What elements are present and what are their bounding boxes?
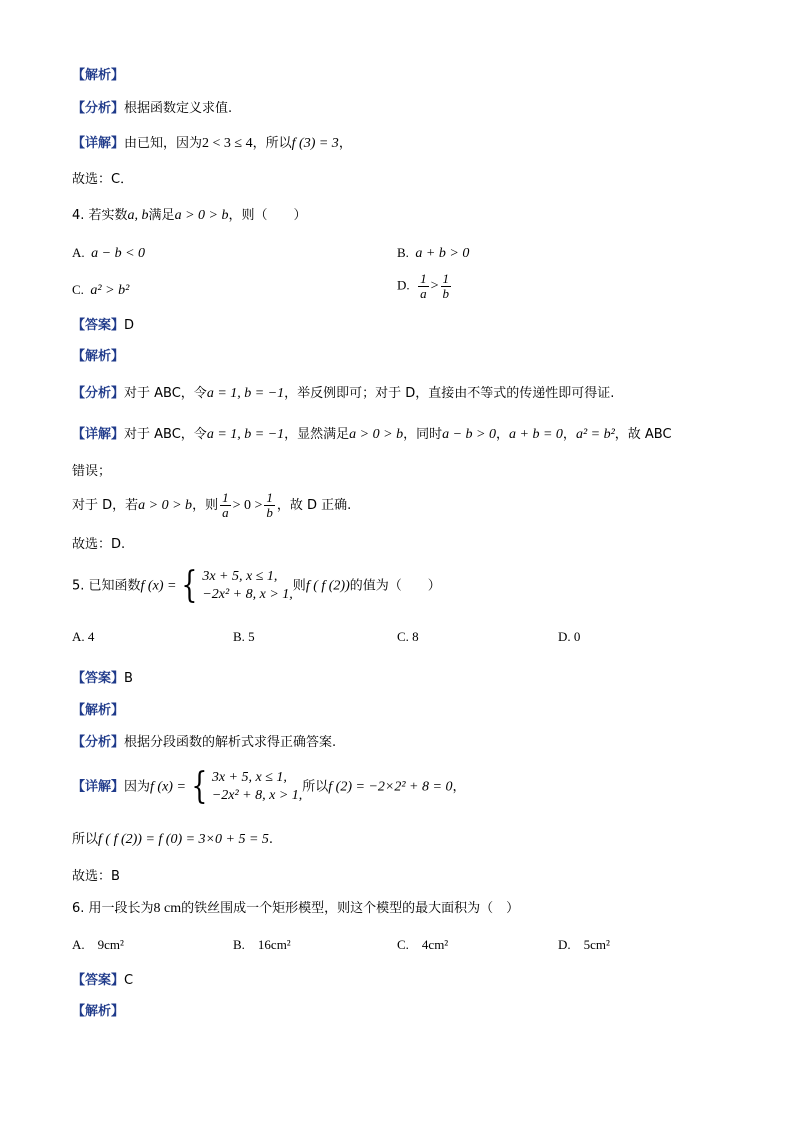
option-a (72, 243, 145, 264)
cases (212, 769, 302, 805)
answer-tag: 【答案】 (72, 973, 125, 988)
option-label: D. (397, 277, 410, 293)
math-condition: a > 0 > b (349, 427, 404, 442)
detail-text: ，故 ABC (614, 427, 672, 442)
detail-tag: 【详解】 (72, 136, 125, 151)
choice-line: 故选：B (72, 869, 120, 884)
gt-sign: > (430, 278, 439, 294)
analysis-text: 根据函数定义求值. (124, 101, 233, 116)
question-5-stem (72, 565, 441, 606)
option-a: A. 4 (72, 629, 95, 644)
math-ff2: f ( f (2)) = f (0) = 3×0 + 5 = 5 (98, 832, 269, 847)
stem-text: 6. 用一段长为 (72, 901, 154, 916)
math-inequality: 2 < 3 ≤ 4 (202, 136, 253, 151)
math-length: 8 cm (153, 901, 182, 916)
math-condition: a > 0 > b (174, 208, 229, 223)
numerator: 1 (420, 271, 427, 286)
math-assign: a = 1, b = −1 (206, 427, 285, 442)
analysis-tag: 【分析】 (72, 735, 125, 750)
detail-text: 因为 (124, 779, 151, 795)
answer-line (72, 316, 134, 336)
detail-line (72, 134, 352, 154)
left-brace: { (181, 565, 198, 606)
analysis-tag: 【分析】 (72, 101, 125, 116)
case-2: −2x² + 8, x > 1, (211, 788, 303, 803)
cases (202, 568, 292, 604)
answer-value: C (124, 973, 134, 988)
stem-text: 的铁丝围成一个矩形模型，则这个模型的最大面积为（ ） (181, 901, 520, 916)
detail-text: ， (496, 427, 510, 442)
detail-text: ， (452, 779, 466, 795)
fraction (220, 491, 231, 520)
option-a: A. 9cm² (72, 937, 124, 952)
detail-text: ，则 (192, 498, 219, 513)
answer-value: B (124, 671, 133, 686)
detail-text: 由已知，因为 (124, 136, 203, 151)
option-c (72, 280, 129, 301)
math-middle: > 0 > (232, 498, 263, 513)
case-1: 3x + 5, x ≤ 1, (202, 569, 278, 584)
section-heading-jiexi: 【解析】 (72, 1004, 125, 1019)
piecewise-function (186, 766, 303, 807)
numerator: 1 (442, 271, 450, 286)
fraction (418, 272, 429, 301)
numerator: 1 (222, 490, 229, 505)
detail-text: ， (338, 136, 352, 151)
question-4-stem (72, 206, 306, 226)
option-b: B. 5 (233, 629, 255, 644)
detail-tag: 【详解】 (72, 779, 125, 795)
option-d: D. 0 (558, 629, 581, 644)
detail-text: ，显然满足 (284, 427, 350, 442)
option-c: C. 4cm² (397, 937, 449, 952)
choice-line: 故选：D. (72, 537, 126, 552)
option-c: C. 8 (397, 629, 419, 644)
option-label: C. (72, 282, 84, 297)
option-b: B. 16cm² (233, 937, 291, 952)
option-math: a + b > 0 (415, 246, 470, 261)
answer-line (72, 971, 133, 991)
stem-text: 则 (292, 578, 306, 594)
numerator: 1 (266, 490, 273, 505)
analysis-text: 对于 ABC，令 (124, 386, 207, 401)
option-label: B. (397, 245, 409, 260)
detail-text: 对于 ABC，令 (124, 427, 207, 442)
option-d (397, 272, 453, 301)
detail-text: 所以 (72, 832, 99, 847)
math-assign: a = 1, b = −1 (206, 386, 285, 401)
denominator: b (266, 505, 273, 520)
option-math: a² > b² (90, 283, 130, 298)
answer-line (72, 669, 133, 689)
fraction (441, 272, 452, 301)
section-heading-jiexi: 【解析】 (72, 349, 125, 364)
denominator: a (420, 286, 427, 301)
option-b (397, 243, 469, 264)
detail-text: 所以 (302, 779, 329, 795)
answer-tag: 【答案】 (72, 318, 125, 333)
math-diff: a − b > 0 (442, 427, 496, 442)
math-sum: a + b = 0 (509, 427, 563, 442)
section-heading-jiexi: 【解析】 (72, 703, 125, 718)
detail-continuation (72, 830, 273, 850)
detail-text: ，故 D 正确. (276, 498, 352, 513)
option-math: a − b < 0 (91, 246, 146, 261)
answer-value: D (124, 318, 135, 333)
case-1: 3x + 5, x ≤ 1, (211, 770, 287, 785)
detail-text: ， (562, 427, 576, 442)
fraction (264, 491, 275, 520)
math-fx: f (x) = (140, 578, 177, 594)
analysis-line (72, 384, 614, 404)
detail-line (72, 766, 466, 807)
math-f2: f (2) = −2×2² + 8 = 0 (328, 779, 453, 795)
detail-d-line (72, 491, 351, 520)
denominator: b (442, 286, 450, 301)
math-fx: f (x) = (150, 779, 186, 795)
detail-text: . (268, 832, 274, 847)
section-heading-jiexi: 【解析】 (72, 68, 125, 83)
detail-text: ，所以 (252, 136, 292, 151)
math-fvalue: f (3) = 3 (291, 136, 339, 151)
question-6-stem (72, 899, 519, 919)
choice-line: 故选：C． (72, 172, 134, 187)
math-condition: a > 0 > b (138, 498, 193, 513)
detail-text: 对于 D，若 (72, 498, 139, 513)
detail-continuation: 错误； (72, 464, 112, 479)
left-brace: { (191, 766, 208, 807)
stem-text: 满足 (148, 208, 175, 223)
math-vars: a, b (127, 208, 149, 223)
detail-line (72, 425, 672, 445)
analysis-text: ，举反例即可；对于 D，直接由不等式的传递性即可得证. (284, 386, 615, 401)
piecewise-function (176, 565, 293, 606)
stem-text: 4. 若实数 (72, 208, 128, 223)
analysis-tag: 【分析】 (72, 386, 125, 401)
answer-tag: 【答案】 (72, 671, 125, 686)
stem-text: ，则（ ） (228, 208, 307, 223)
stem-text: 的值为（ ） (349, 578, 441, 594)
option-d: D. 5cm² (558, 937, 610, 952)
detail-tag: 【详解】 (72, 427, 125, 442)
analysis-text: 根据分段函数的解析式求得正确答案. (124, 735, 337, 750)
detail-text: ，同时 (403, 427, 443, 442)
math-ffx: f ( f (2)) (305, 578, 350, 594)
option-label: A. (72, 245, 85, 260)
case-2: −2x² + 8, x > 1, (202, 587, 293, 602)
math-squares: a² = b² (575, 427, 615, 442)
denominator: a (222, 505, 229, 520)
analysis-line (72, 99, 232, 119)
stem-text: 5. 已知函数 (72, 578, 141, 594)
analysis-line (72, 733, 336, 753)
